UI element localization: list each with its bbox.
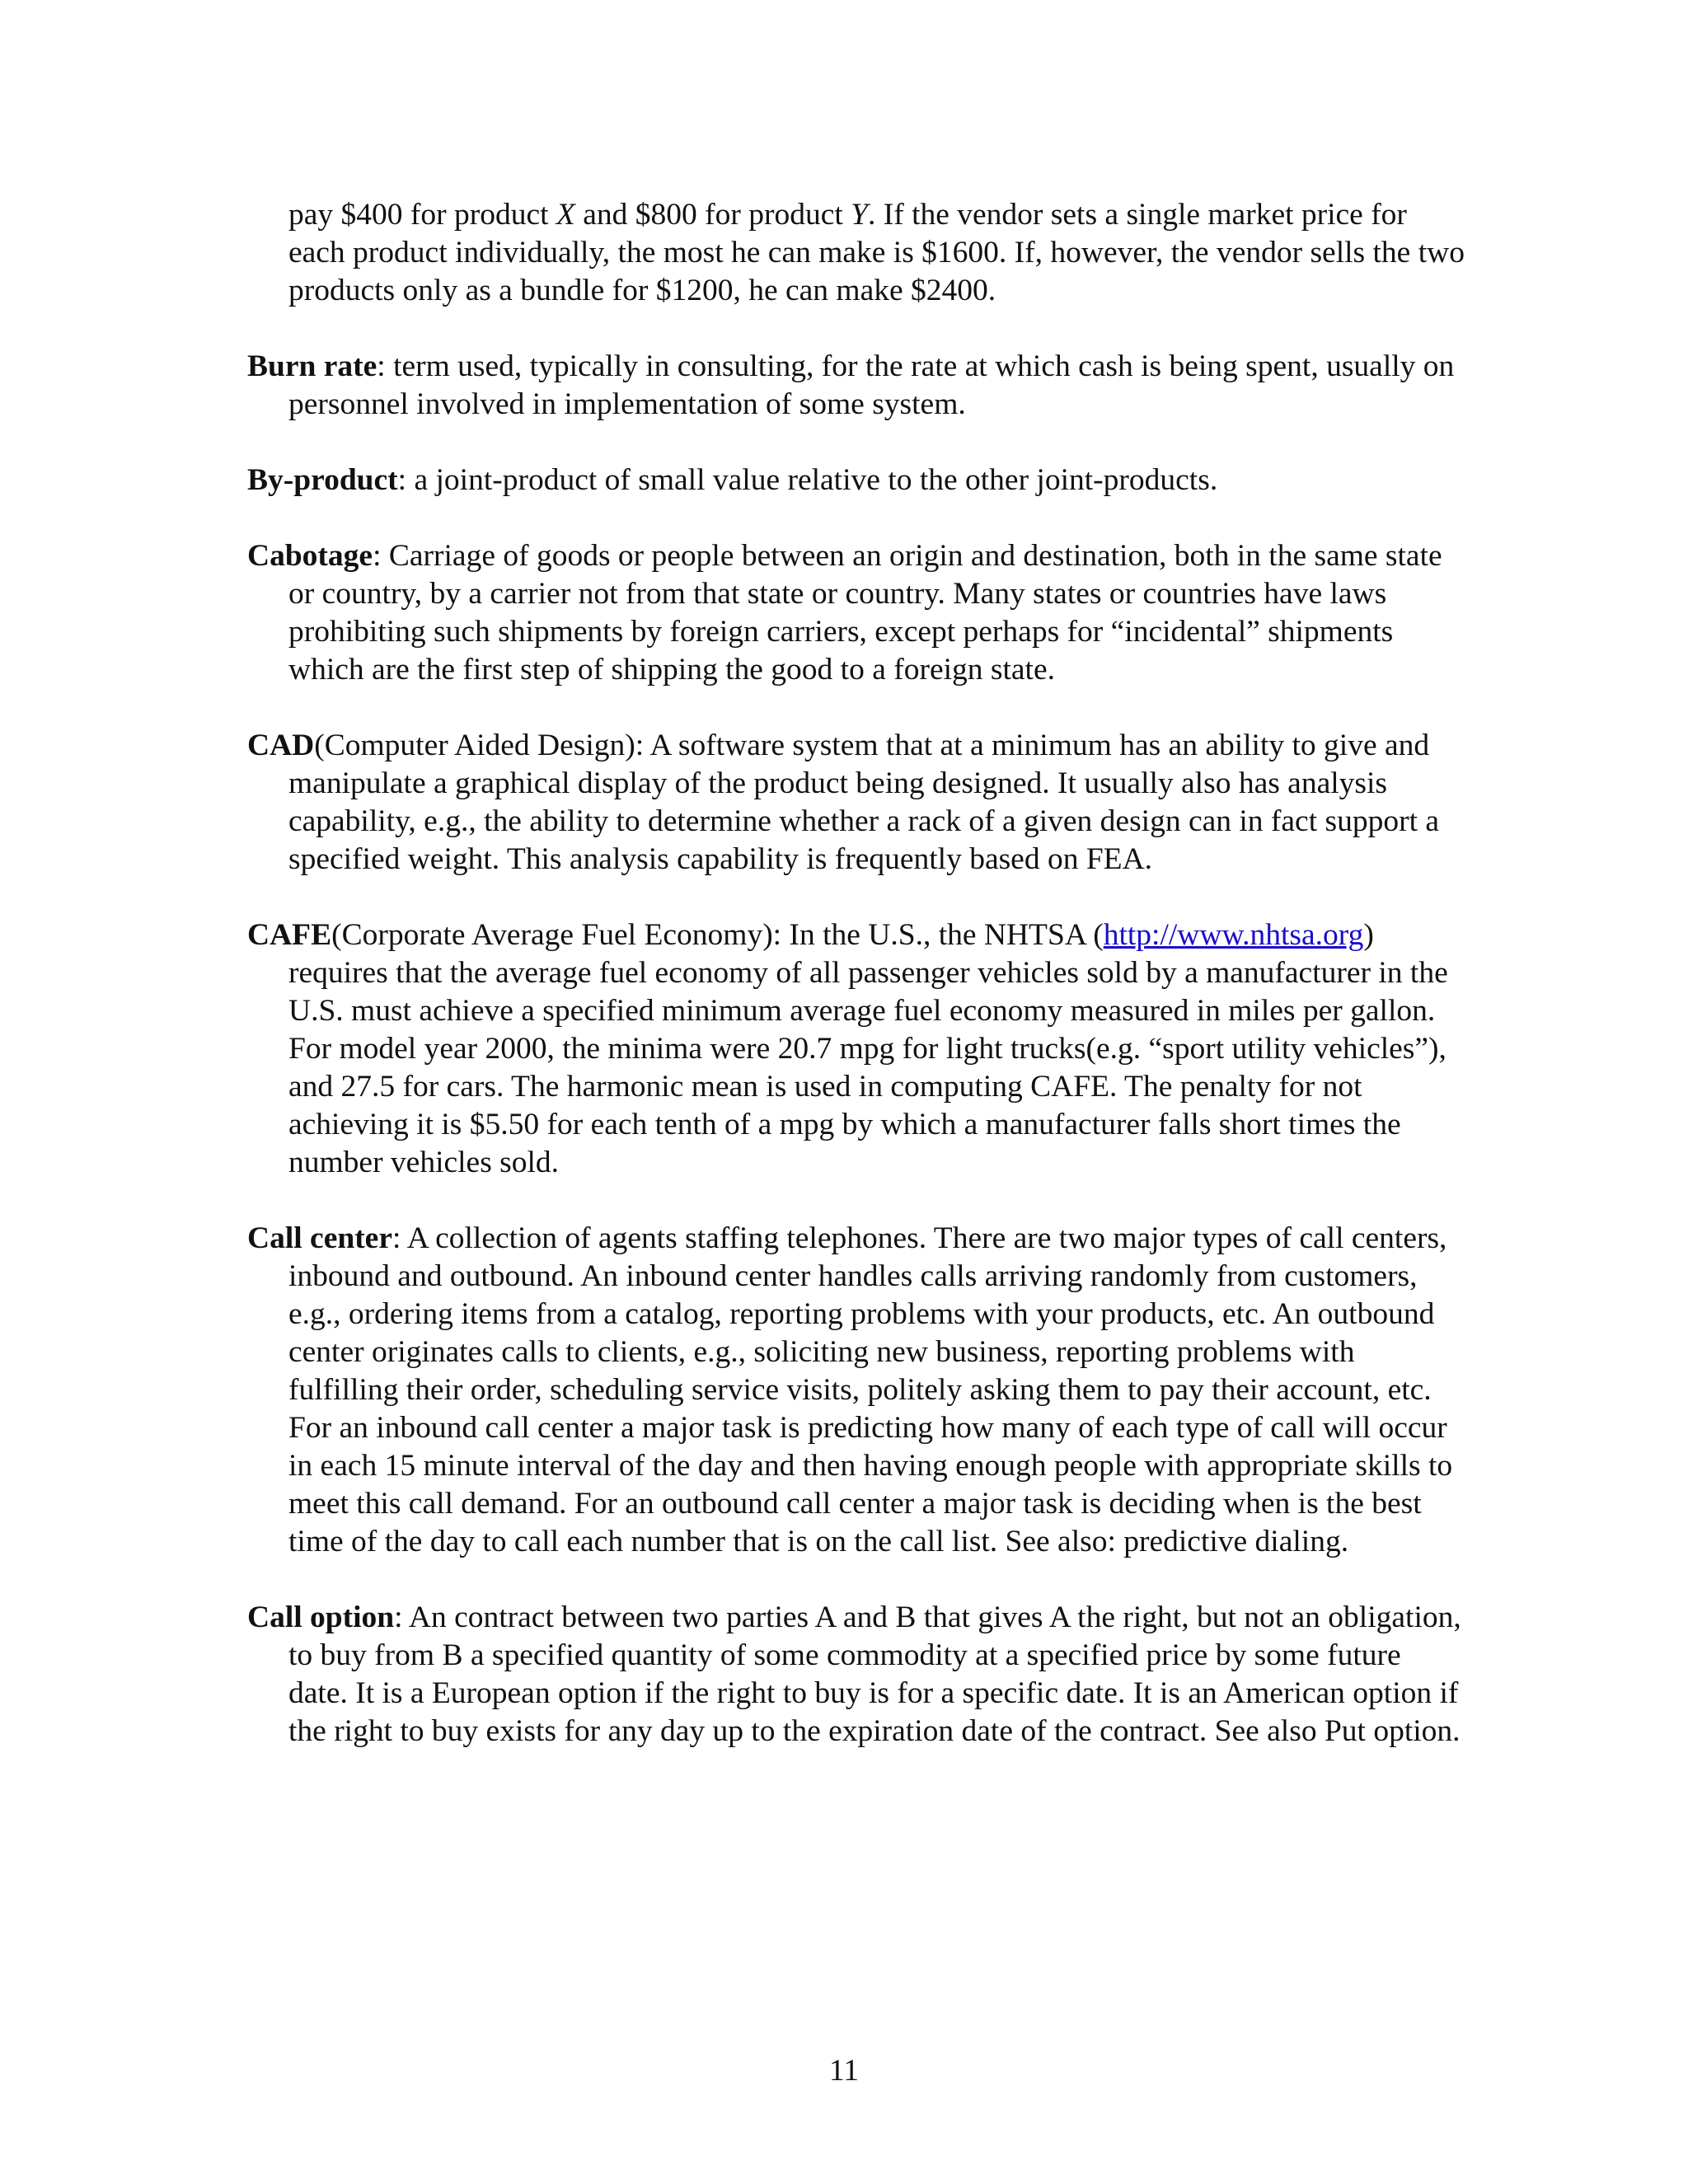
definition-cad: (Computer Aided Design): A software system that at a minimum has an ability to give and manipulate a graphical display of the product being designed. It usually also has analysis capability, e.g., the ability to determine whether a rack of a given design can in fact support a specified weight. This analysis capability is frequently based on FEA. [288, 729, 1440, 876]
definition-cabotage: Carriage of goods or people between an origin and destination, both in the same state or country, by a carrier not from that state or country. Many states or countries have laws prohibiting such shipments by foreign carriers, except perhaps for “incidental” shipments which are the first step of shipping the good to a foreign state. [288, 539, 1442, 687]
definition-burn-rate: term used, typically in consulting, for the rate at which cash is being spent, usually on personnel involved in implementation of some system. [288, 349, 1455, 421]
glossary-content [247, 196, 1467, 1788]
entry-cad [247, 727, 1467, 879]
term-separator: : [397, 463, 407, 497]
entry-call-option [247, 1599, 1467, 1750]
page-number: 11 [828, 2054, 860, 2088]
definition-by-product: a joint-product of small value relative to the other joint-products. [406, 463, 1218, 497]
entry-cafe [247, 916, 1467, 1182]
entry-bundling-continued [247, 196, 1467, 310]
term-call-option: Call option [247, 1601, 395, 1634]
term-cad: CAD [247, 729, 315, 762]
definition-cafe-part-2: ) requires that the average fuel economy of all passenger vehicles sold by a manufacturer in the U.S. must achieve a specified minimum average fuel economy measured in miles per gallon. For model year 2000, the minima were 20.7 mpg for light trucks(e.g. “sport utility vehicles”), and 27.5 for cars. The harmonic mean is used in computing CAFE. The penalty for not achieving it is $5.50 for each tenth of a mpg by which a manufacturer falls short times the number vehicles sold. [288, 918, 1448, 1179]
definition-call-center: A collection of agents staffing telephones. There are two major types of call centers, inbound and outbound. An inbound center handles calls arriving randomly from customers, e.g., ordering items from a catalog, reporting problems with your products, etc. An outbound center originates calls to clients, e.g., soliciting new business, reporting problems with fulfilling their order, scheduling service visits, politely asking them to pay their account, etc. For an inbound call center a major task is predicting how many of each type of call will occur in each 15 minute interval of the day and then having enough people with appropriate skills to meet this call demand. For an outbound call center a major task is deciding when is the best time of the day to call each number that is on the call list. See also: predictive dialing. [288, 1221, 1453, 1558]
entry-cabotage [247, 537, 1467, 689]
term-separator: : [377, 349, 386, 383]
product-y-variable: Y [851, 198, 868, 232]
term-call-center: Call center [247, 1221, 392, 1255]
term-burn-rate: Burn rate [247, 349, 377, 383]
entry-call-center [247, 1220, 1467, 1561]
term-cabotage: Cabotage [247, 539, 373, 573]
bundling-text-3: . If the vendor sets a single market price for each product individually, the most he can make is $1600. If, however, the vendor sells the two products only as a bundle for $1200, he can make $2400. [288, 198, 1465, 307]
term-by-product: By-product [247, 463, 398, 497]
entry-burn-rate [247, 348, 1467, 424]
entry-by-product [247, 462, 1467, 499]
definition-call-option: An contract between two parties A and B that gives A the right, but not an obligation, to buy from B a specified quantity of some commodity at a specified price by some future date. It is a European option if the right to buy is for a specific date. It is an American option if the right to buy exists for any day up to the expiration date of the contract. See also Put option. [288, 1601, 1461, 1748]
term-cafe: CAFE [247, 918, 332, 952]
bundling-text-1: pay $400 for product [288, 198, 556, 232]
product-x-variable: X [556, 198, 575, 232]
bundling-text-2: and $800 for product [574, 198, 851, 232]
term-separator: : [373, 539, 382, 573]
definition-cafe-part-1: (Corporate Average Fuel Economy): In the U.S., the NHTSA ( [331, 918, 1104, 952]
nhtsa-link[interactable]: http://www.nhtsa.org [1103, 918, 1364, 952]
term-separator: : [394, 1601, 403, 1634]
term-separator: : [392, 1221, 401, 1255]
